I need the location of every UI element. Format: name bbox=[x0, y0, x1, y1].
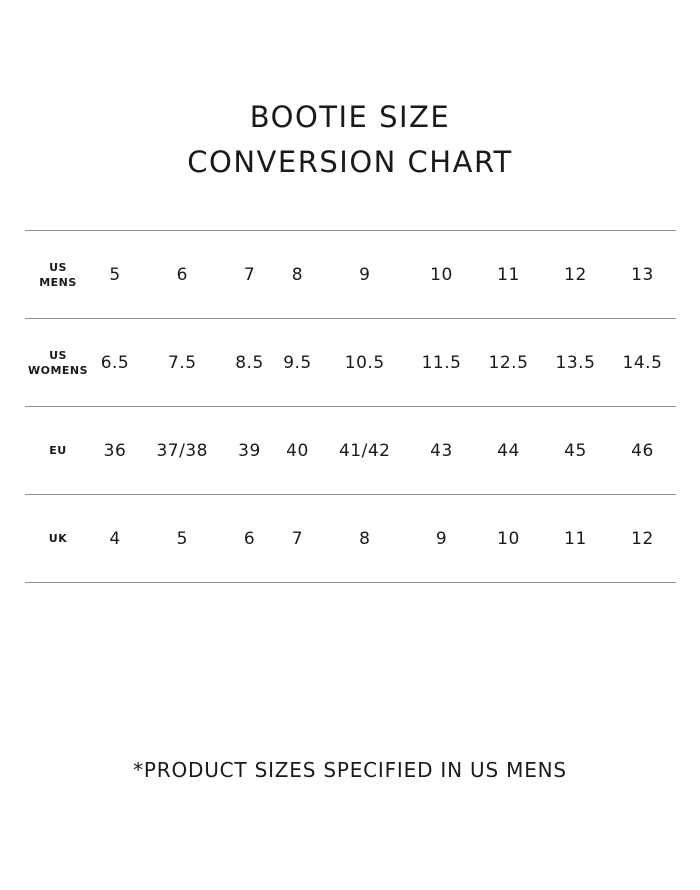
size-cell: 8.5 bbox=[235, 352, 264, 373]
row-label-line: UK bbox=[48, 532, 68, 545]
size-cell: 6.5 bbox=[100, 352, 130, 373]
size-cell: 9 bbox=[359, 264, 371, 285]
size-cell: 41/42 bbox=[338, 440, 391, 461]
size-cell: 14.5 bbox=[622, 352, 663, 373]
size-cell: 40 bbox=[286, 440, 309, 461]
row-label-us-womens bbox=[25, 319, 91, 407]
size-cell: 5 bbox=[109, 264, 121, 285]
table-row-uk bbox=[25, 495, 676, 583]
size-cell: 39 bbox=[238, 440, 261, 461]
size-cell: 44 bbox=[497, 440, 520, 461]
chart-title-line-2: CONVERSION CHART bbox=[187, 145, 513, 179]
row-label-us-mens bbox=[25, 231, 91, 319]
row-label-line: EU bbox=[49, 444, 67, 457]
size-cell: 46 bbox=[631, 440, 654, 461]
size-cell: 8 bbox=[359, 528, 371, 549]
row-label-uk bbox=[25, 495, 91, 583]
size-cell: 10 bbox=[430, 264, 453, 285]
row-label-line: WOMENS bbox=[27, 363, 89, 377]
size-cell: 37/38 bbox=[156, 440, 208, 461]
size-cell: 8 bbox=[291, 264, 304, 285]
size-cell: 6 bbox=[176, 264, 188, 285]
size-cell: 9.5 bbox=[283, 352, 312, 373]
size-cell: 10.5 bbox=[344, 352, 385, 373]
row-label-eu bbox=[25, 407, 91, 495]
table-row-us-womens bbox=[25, 319, 676, 407]
size-cell: 10 bbox=[497, 528, 520, 549]
size-cell: 11 bbox=[497, 264, 520, 285]
size-cell: 12 bbox=[564, 264, 587, 285]
size-conversion-table bbox=[25, 230, 676, 583]
size-cell: 4 bbox=[109, 528, 121, 549]
footnote: *PRODUCT SIZES SPECIFIED IN US MENS bbox=[133, 758, 567, 782]
size-cell: 9 bbox=[435, 528, 448, 549]
size-cell: 45 bbox=[564, 440, 587, 461]
row-label-line: US bbox=[49, 260, 67, 274]
size-cell: 7 bbox=[291, 528, 304, 549]
size-cell: 43 bbox=[430, 440, 453, 461]
row-label-line: US bbox=[49, 348, 67, 362]
row-label-line: MENS bbox=[39, 275, 77, 289]
size-cell: 11 bbox=[564, 528, 587, 549]
size-cell: 7 bbox=[243, 264, 256, 285]
size-cell: 5 bbox=[176, 528, 188, 549]
size-cell: 6 bbox=[243, 528, 256, 549]
size-cell: 12.5 bbox=[488, 352, 529, 373]
size-cell: 7.5 bbox=[167, 352, 197, 373]
chart-title-line-1: BOOTIE SIZE bbox=[249, 100, 451, 134]
table-row-eu bbox=[25, 407, 676, 495]
table-row-us-mens bbox=[25, 231, 676, 319]
size-cell: 13.5 bbox=[555, 352, 596, 373]
size-cell: 11.5 bbox=[421, 352, 462, 373]
size-cell: 12 bbox=[631, 528, 654, 549]
size-cell: 13 bbox=[631, 264, 654, 285]
size-cell: 36 bbox=[103, 440, 127, 461]
